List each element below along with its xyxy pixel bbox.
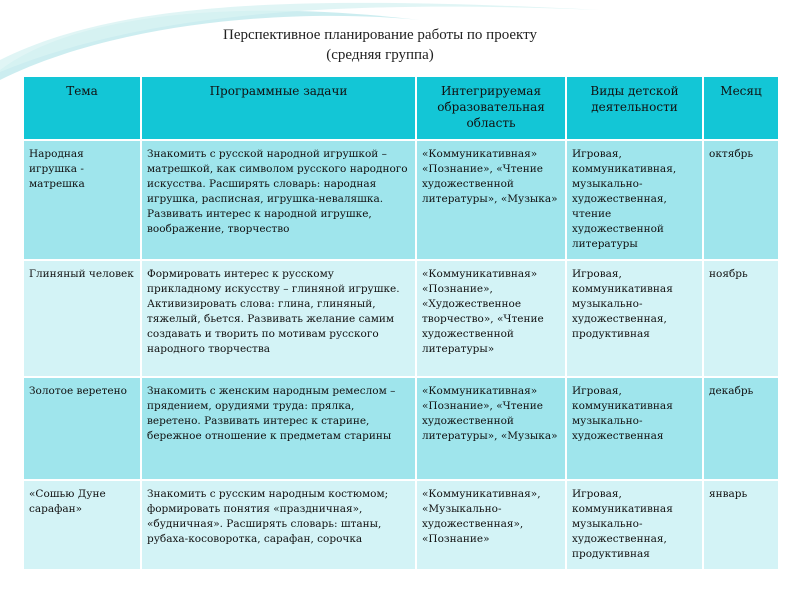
- header-activity: Виды детской деятельности: [566, 76, 703, 140]
- table-row: [23, 480, 779, 570]
- table-row: [23, 140, 779, 260]
- cell-area: «Коммуникативная» «Познание», «Чтение художественной литературы», «Музыка»: [416, 377, 566, 480]
- header-tasks: Программные задачи: [141, 76, 416, 140]
- cell-month: ноябрь: [703, 260, 779, 377]
- cell-theme: «Сошью Дуне сарафан»: [23, 480, 141, 570]
- header-month: Месяц: [703, 76, 779, 140]
- cell-theme: Золотое веретено: [23, 377, 141, 480]
- header-area: Интегрируемая образовательная область: [416, 76, 566, 140]
- cell-month: январь: [703, 480, 779, 570]
- title-line-2: (средняя группа): [326, 47, 434, 63]
- cell-area: «Коммуникативная», «Музыкально-художественная», «Познание»: [416, 480, 566, 570]
- cell-area: «Коммуникативная» «Познание», «Чтение художественной литературы», «Музыка»: [416, 140, 566, 260]
- cell-activity: Игровая, коммуникативная музыкально-художественная: [566, 377, 703, 480]
- cell-activity: Игровая, коммуникативная, музыкально-художественная, чтение художественной литературы: [566, 140, 703, 260]
- cell-month: декабрь: [703, 377, 779, 480]
- table-row: [23, 260, 779, 377]
- cell-theme: Народная игрушка - матрешка: [23, 140, 141, 260]
- cell-month: октябрь: [703, 140, 779, 260]
- cell-theme: Глиняный человек: [23, 260, 141, 377]
- page-title: [150, 25, 610, 65]
- cell-activity: Игровая, коммуникативная музыкально-художественная, продуктивная: [566, 480, 703, 570]
- cell-tasks: Формировать интерес к русскому прикладному искусству – глиняной игрушке. Активизировать слова: глина, глиняный, тяжелый, бьется. Развивать желание самим создавать и творить по мотивам русского народного творчества: [141, 260, 416, 377]
- cell-tasks: Знакомить с русским народным костюмом; формировать понятия «праздничная», «будничная». Расширять словарь: штаны, рубаха-косоворотка, сарафан, сорочка: [141, 480, 416, 570]
- table-row: [23, 377, 779, 480]
- title-line-1: Перспективное планирование работы по проекту: [222, 27, 537, 43]
- header-theme: Тема: [23, 76, 141, 140]
- cell-tasks: Знакомить с русской народной игрушкой – матрешкой, как символом русского народного искусства. Расширять словарь: народная игрушка, расписная, игрушка-неваляшка. Развивать интерес к народной игрушке, воображение, творчество: [141, 140, 416, 260]
- cell-area: «Коммуникативная» «Познание», «Художественное творчество», «Чтение художественной литературы»: [416, 260, 566, 377]
- cell-tasks: Знакомить с женским народным ремеслом – прядением, орудиями труда: прялка, веретено. Развивать интерес к старине, бережное отношение к предметам старины: [141, 377, 416, 480]
- table-header: [23, 76, 779, 140]
- cell-activity: Игровая, коммуникативная музыкально-художественная, продуктивная: [566, 260, 703, 377]
- planning-table: [22, 75, 780, 571]
